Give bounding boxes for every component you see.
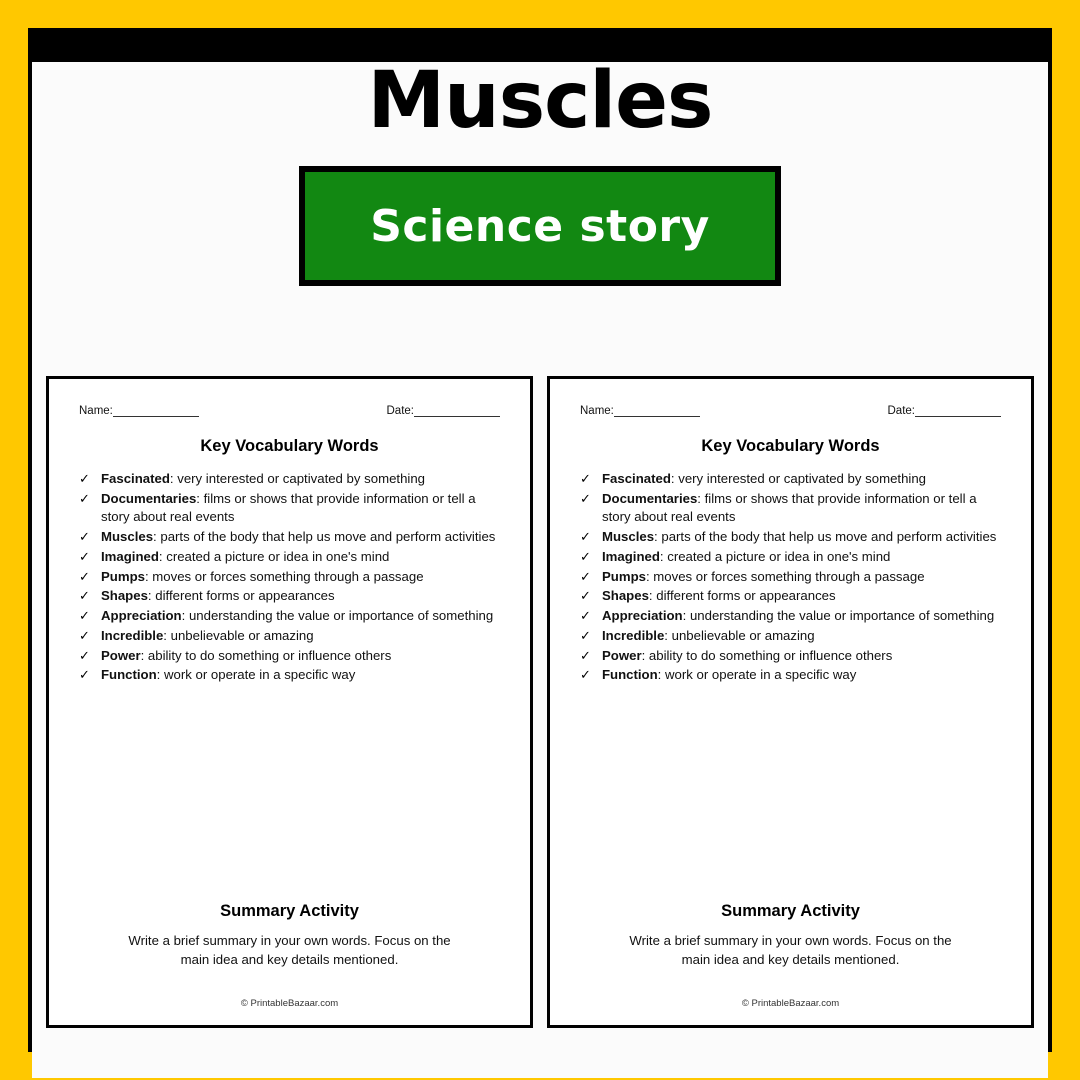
- list-item: ✓ Function: work or operate in a specific way: [580, 666, 1003, 685]
- vocab-term: Function: [101, 667, 157, 683]
- vocab-term: Imagined: [101, 548, 159, 564]
- vocab-definition: moves or forces something through a passage: [653, 568, 925, 584]
- vocab-term: Imagined: [602, 548, 660, 564]
- vocab-heading: Key Vocabulary Words: [701, 437, 880, 455]
- subtitle-label: Science story: [370, 200, 710, 252]
- check-icon: ✓: [580, 667, 591, 683]
- list-item: ✓ Documentaries: films or shows that provide information or tell a story about real events: [79, 490, 476, 525]
- worksheet-sheets: [46, 376, 1034, 1028]
- check-icon: ✓: [580, 471, 591, 486]
- list-item: ✓ Shapes: different forms or appearances: [79, 587, 502, 606]
- list-item: ✓ Muscles: parts of the body that help us move and perform activities: [580, 528, 1003, 547]
- vocab-definition: different forms or appearances: [656, 588, 836, 604]
- vocab-definition: parts of the body that help us move and perform activities: [160, 529, 496, 545]
- vocab-term: Power: [101, 647, 141, 663]
- vocab-definition: created a picture or idea in one's mind: [166, 548, 390, 564]
- vocab-term: Pumps: [101, 568, 145, 584]
- vocab-term: Incredible: [602, 627, 665, 643]
- page-title: Muscles: [367, 56, 713, 146]
- vocab-definition: moves or forces something through a passage: [152, 568, 424, 584]
- vocab-term: Fascinated: [101, 471, 170, 486]
- summary-activity: [71, 902, 508, 969]
- vocab-term: Shapes: [602, 588, 649, 604]
- list-item: ✓ Function: work or operate in a specific way: [79, 666, 502, 685]
- check-icon: ✓: [580, 588, 591, 604]
- vocab-definition: films or shows that provide information or tell a story about real events: [602, 490, 977, 525]
- vocab-definition: parts of the body that help us move and perform activities: [661, 529, 997, 545]
- check-icon: ✓: [580, 490, 591, 506]
- name-date-row: [71, 405, 508, 417]
- check-icon: ✓: [79, 548, 90, 564]
- vocab-term: Fascinated: [602, 471, 671, 486]
- vocab-definition: very interested or captivated by something: [177, 471, 425, 486]
- name-input-line[interactable]: [113, 405, 199, 417]
- name-field[interactable]: [580, 405, 700, 417]
- vocabulary-list: [71, 470, 508, 685]
- list-item: ✓ Incredible: unbelievable or amazing: [580, 627, 1003, 646]
- date-label: Date:: [887, 405, 915, 417]
- check-icon: ✓: [79, 608, 90, 624]
- list-item: ✓ Shapes: different forms or appearances: [580, 587, 1003, 606]
- list-item: ✓ Muscles: parts of the body that help us move and perform activities: [79, 528, 502, 547]
- vocab-definition: ability to do something or influence others: [147, 647, 392, 663]
- list-item: ✓ Fascinated: very interested or captivated by something: [580, 470, 1003, 489]
- vocab-definition: created a picture or idea in one's mind: [667, 548, 891, 564]
- check-icon: ✓: [580, 627, 591, 643]
- check-icon: ✓: [580, 548, 591, 564]
- list-item: ✓ Pumps: moves or forces something through a passage: [580, 568, 1003, 587]
- list-item: ✓ Imagined: created a picture or idea in one's mind: [580, 548, 1003, 567]
- check-icon: ✓: [79, 588, 90, 604]
- worksheet-sheet-left: [46, 376, 533, 1028]
- vocab-definition: different forms or appearances: [155, 588, 335, 604]
- vocab-definition: films or shows that provide information or tell a story about real events: [101, 490, 476, 525]
- vocab-term: Power: [602, 647, 642, 663]
- vocab-definition: understanding the value or importance of something: [689, 608, 995, 624]
- vocab-term: Incredible: [101, 627, 164, 643]
- worksheet-sheet-right: [547, 376, 1034, 1028]
- vocab-definition: very interested or captivated by something: [678, 471, 926, 486]
- vocab-term: Appreciation: [101, 608, 182, 624]
- check-icon: ✓: [580, 608, 591, 624]
- list-item: ✓ Appreciation: understanding the value or importance of something: [580, 607, 1003, 626]
- list-item: ✓ Appreciation: understanding the value or importance of something: [79, 607, 502, 626]
- vocab-term: Muscles: [101, 529, 154, 545]
- name-date-row: [572, 405, 1009, 417]
- check-icon: ✓: [580, 568, 591, 584]
- footer-credit: © PrintableBazaar.com: [240, 998, 339, 1009]
- check-icon: ✓: [79, 627, 90, 643]
- check-icon: ✓: [79, 490, 90, 506]
- list-item: ✓ Incredible: unbelievable or amazing: [79, 627, 502, 646]
- vocab-definition: understanding the value or importance of something: [188, 608, 494, 624]
- date-field[interactable]: [387, 405, 501, 417]
- list-item: ✓ Pumps: moves or forces something through a passage: [79, 568, 502, 587]
- vocab-term: Function: [602, 667, 658, 683]
- vocab-term: Documentaries: [602, 490, 698, 506]
- vocab-term: Appreciation: [602, 608, 683, 624]
- check-icon: ✓: [79, 471, 90, 486]
- footer-credit: © PrintableBazaar.com: [741, 998, 840, 1009]
- summary-instructions: Write a brief summary in your own words. Focus on the main idea and key details mentioned.: [629, 932, 952, 967]
- check-icon: ✓: [79, 568, 90, 584]
- list-item: ✓ Power: ability to do something or influence others: [79, 647, 502, 666]
- vocab-heading: Key Vocabulary Words: [200, 437, 379, 455]
- check-icon: ✓: [580, 647, 591, 663]
- summary-instructions: Write a brief summary in your own words. Focus on the main idea and key details mentioned.: [128, 932, 451, 967]
- name-input-line[interactable]: [614, 405, 700, 417]
- name-label: Name:: [580, 405, 614, 417]
- vocabulary-list: [572, 470, 1009, 685]
- date-label: Date:: [386, 405, 414, 417]
- summary-title: Summary Activity: [220, 901, 359, 920]
- summary-title: Summary Activity: [721, 901, 860, 920]
- date-input-line[interactable]: [414, 405, 500, 417]
- name-field[interactable]: [79, 405, 199, 417]
- date-input-line[interactable]: [915, 405, 1001, 417]
- check-icon: ✓: [79, 667, 90, 683]
- vocab-term: Muscles: [602, 529, 655, 545]
- subtitle-container: [32, 166, 1048, 286]
- date-field[interactable]: [888, 405, 1002, 417]
- vocab-definition: ability to do something or influence others: [648, 647, 893, 663]
- list-item: ✓ Power: ability to do something or influence others: [580, 647, 1003, 666]
- poster-frame: [28, 28, 1052, 1052]
- poster-inner: [32, 56, 1048, 1078]
- vocab-definition: unbelievable or amazing: [671, 627, 815, 643]
- check-icon: ✓: [79, 529, 90, 545]
- check-icon: ✓: [580, 529, 591, 545]
- summary-activity: [572, 902, 1009, 969]
- subtitle-box: [299, 166, 781, 286]
- check-icon: ✓: [79, 647, 90, 663]
- vocab-definition: unbelievable or amazing: [170, 627, 314, 643]
- list-item: ✓ Fascinated: very interested or captivated by something: [79, 470, 502, 489]
- vocab-term: Documentaries: [101, 490, 197, 506]
- vocab-definition: work or operate in a specific way: [665, 667, 857, 683]
- list-item: ✓ Documentaries: films or shows that provide information or tell a story about real events: [580, 490, 977, 525]
- vocab-definition: work or operate in a specific way: [164, 667, 356, 683]
- name-label: Name:: [79, 405, 113, 417]
- vocab-term: Pumps: [602, 568, 646, 584]
- vocab-term: Shapes: [101, 588, 148, 604]
- list-item: ✓ Imagined: created a picture or idea in one's mind: [79, 548, 502, 567]
